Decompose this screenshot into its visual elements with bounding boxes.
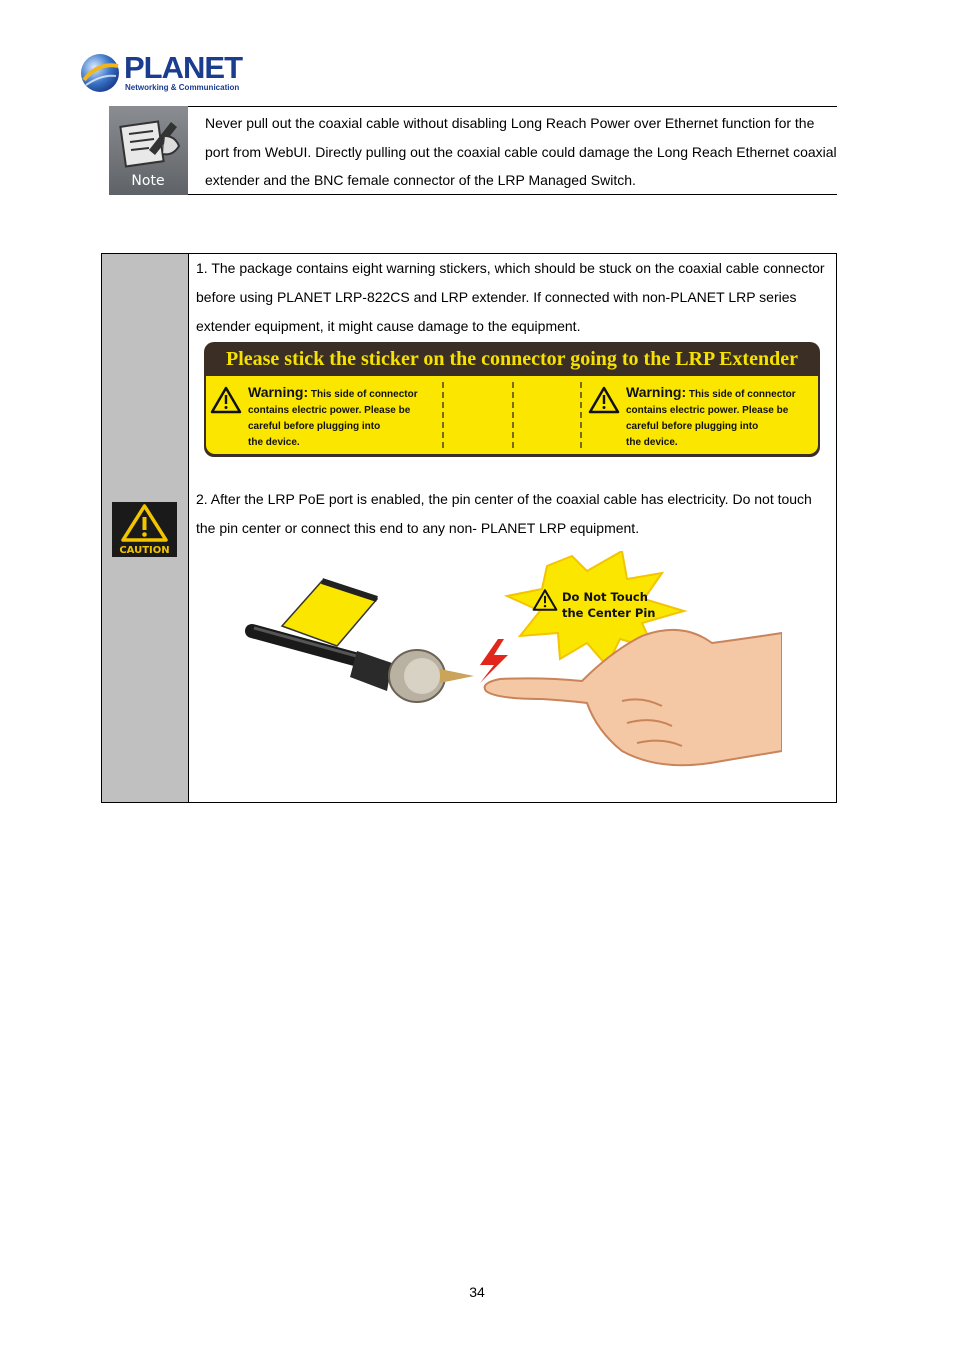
lightning-icon — [480, 639, 508, 683]
caution-item-1: 1. The package contains eight warning stickers, which should be stuck on the coaxial cable connector before using PLANET LRP-822CS and LRP extender. If connected with non-PLANET LRP series extender equipment, it might cause damage to the equipment. — [196, 260, 825, 334]
note-text: Never pull out the coaxial cable without disabling Long Reach Power over Ethernet function for the port from WebUI. Directly pulling out the coaxial cable could damage the Long Reach Ethernet coaxial extender and the BNC female connector of the LRP Managed Switch. — [205, 115, 837, 188]
warning-line: contains electric power. Please be — [626, 405, 789, 416]
warning-heading: Warning: — [248, 384, 309, 400]
sticker-title: Please stick the sticker on the connector going to the LRP Extender — [226, 348, 798, 370]
planet-logo — [78, 50, 248, 98]
brand-tagline: Networking & Communication — [125, 83, 240, 92]
note-label: Note — [131, 173, 165, 189]
warning-line: careful before plugging into — [626, 421, 759, 432]
notepad-pen-icon — [109, 106, 188, 195]
cut-line — [580, 382, 582, 448]
burst-line-2: the Center Pin — [562, 606, 656, 620]
globe-icon — [78, 52, 122, 94]
caution-label: CAUTION — [119, 545, 170, 556]
center-pin — [440, 669, 474, 683]
brand-name: PLANET — [124, 50, 242, 85]
sticker-body — [206, 376, 818, 454]
warning-line: This side of connector — [688, 389, 796, 400]
warning-triangle-icon — [588, 386, 620, 414]
page-number: 34 — [469, 1284, 485, 1300]
burst-line-1: Do Not Touch — [562, 590, 648, 604]
divider — [188, 194, 837, 195]
warning-line: contains electric power. Please be — [248, 405, 411, 416]
warning-heading: Warning: — [626, 384, 687, 400]
do-not-touch-illustration — [242, 551, 782, 776]
note-icon — [109, 106, 188, 195]
warning-line: careful before plugging into — [248, 421, 381, 432]
note-block — [109, 106, 837, 195]
cut-line — [442, 382, 444, 448]
caution-item-2: 2. After the LRP PoE port is enabled, the pin center of the coaxial cable has electricity. Do not touch the pin center or connect this end to any non- PLANET LRP equipment. — [196, 491, 812, 536]
pointing-hand — [485, 630, 782, 765]
warning-line: the device. — [248, 437, 300, 448]
warning-line: This side of connector — [310, 389, 418, 400]
warning-triangle-icon — [210, 386, 242, 414]
cut-line — [512, 382, 514, 448]
warning-sticker — [204, 342, 820, 457]
warning-line: the device. — [626, 437, 678, 448]
caution-block — [101, 253, 837, 803]
caution-sidebar — [102, 254, 189, 802]
divider — [188, 106, 837, 107]
caution-icon — [112, 502, 177, 557]
